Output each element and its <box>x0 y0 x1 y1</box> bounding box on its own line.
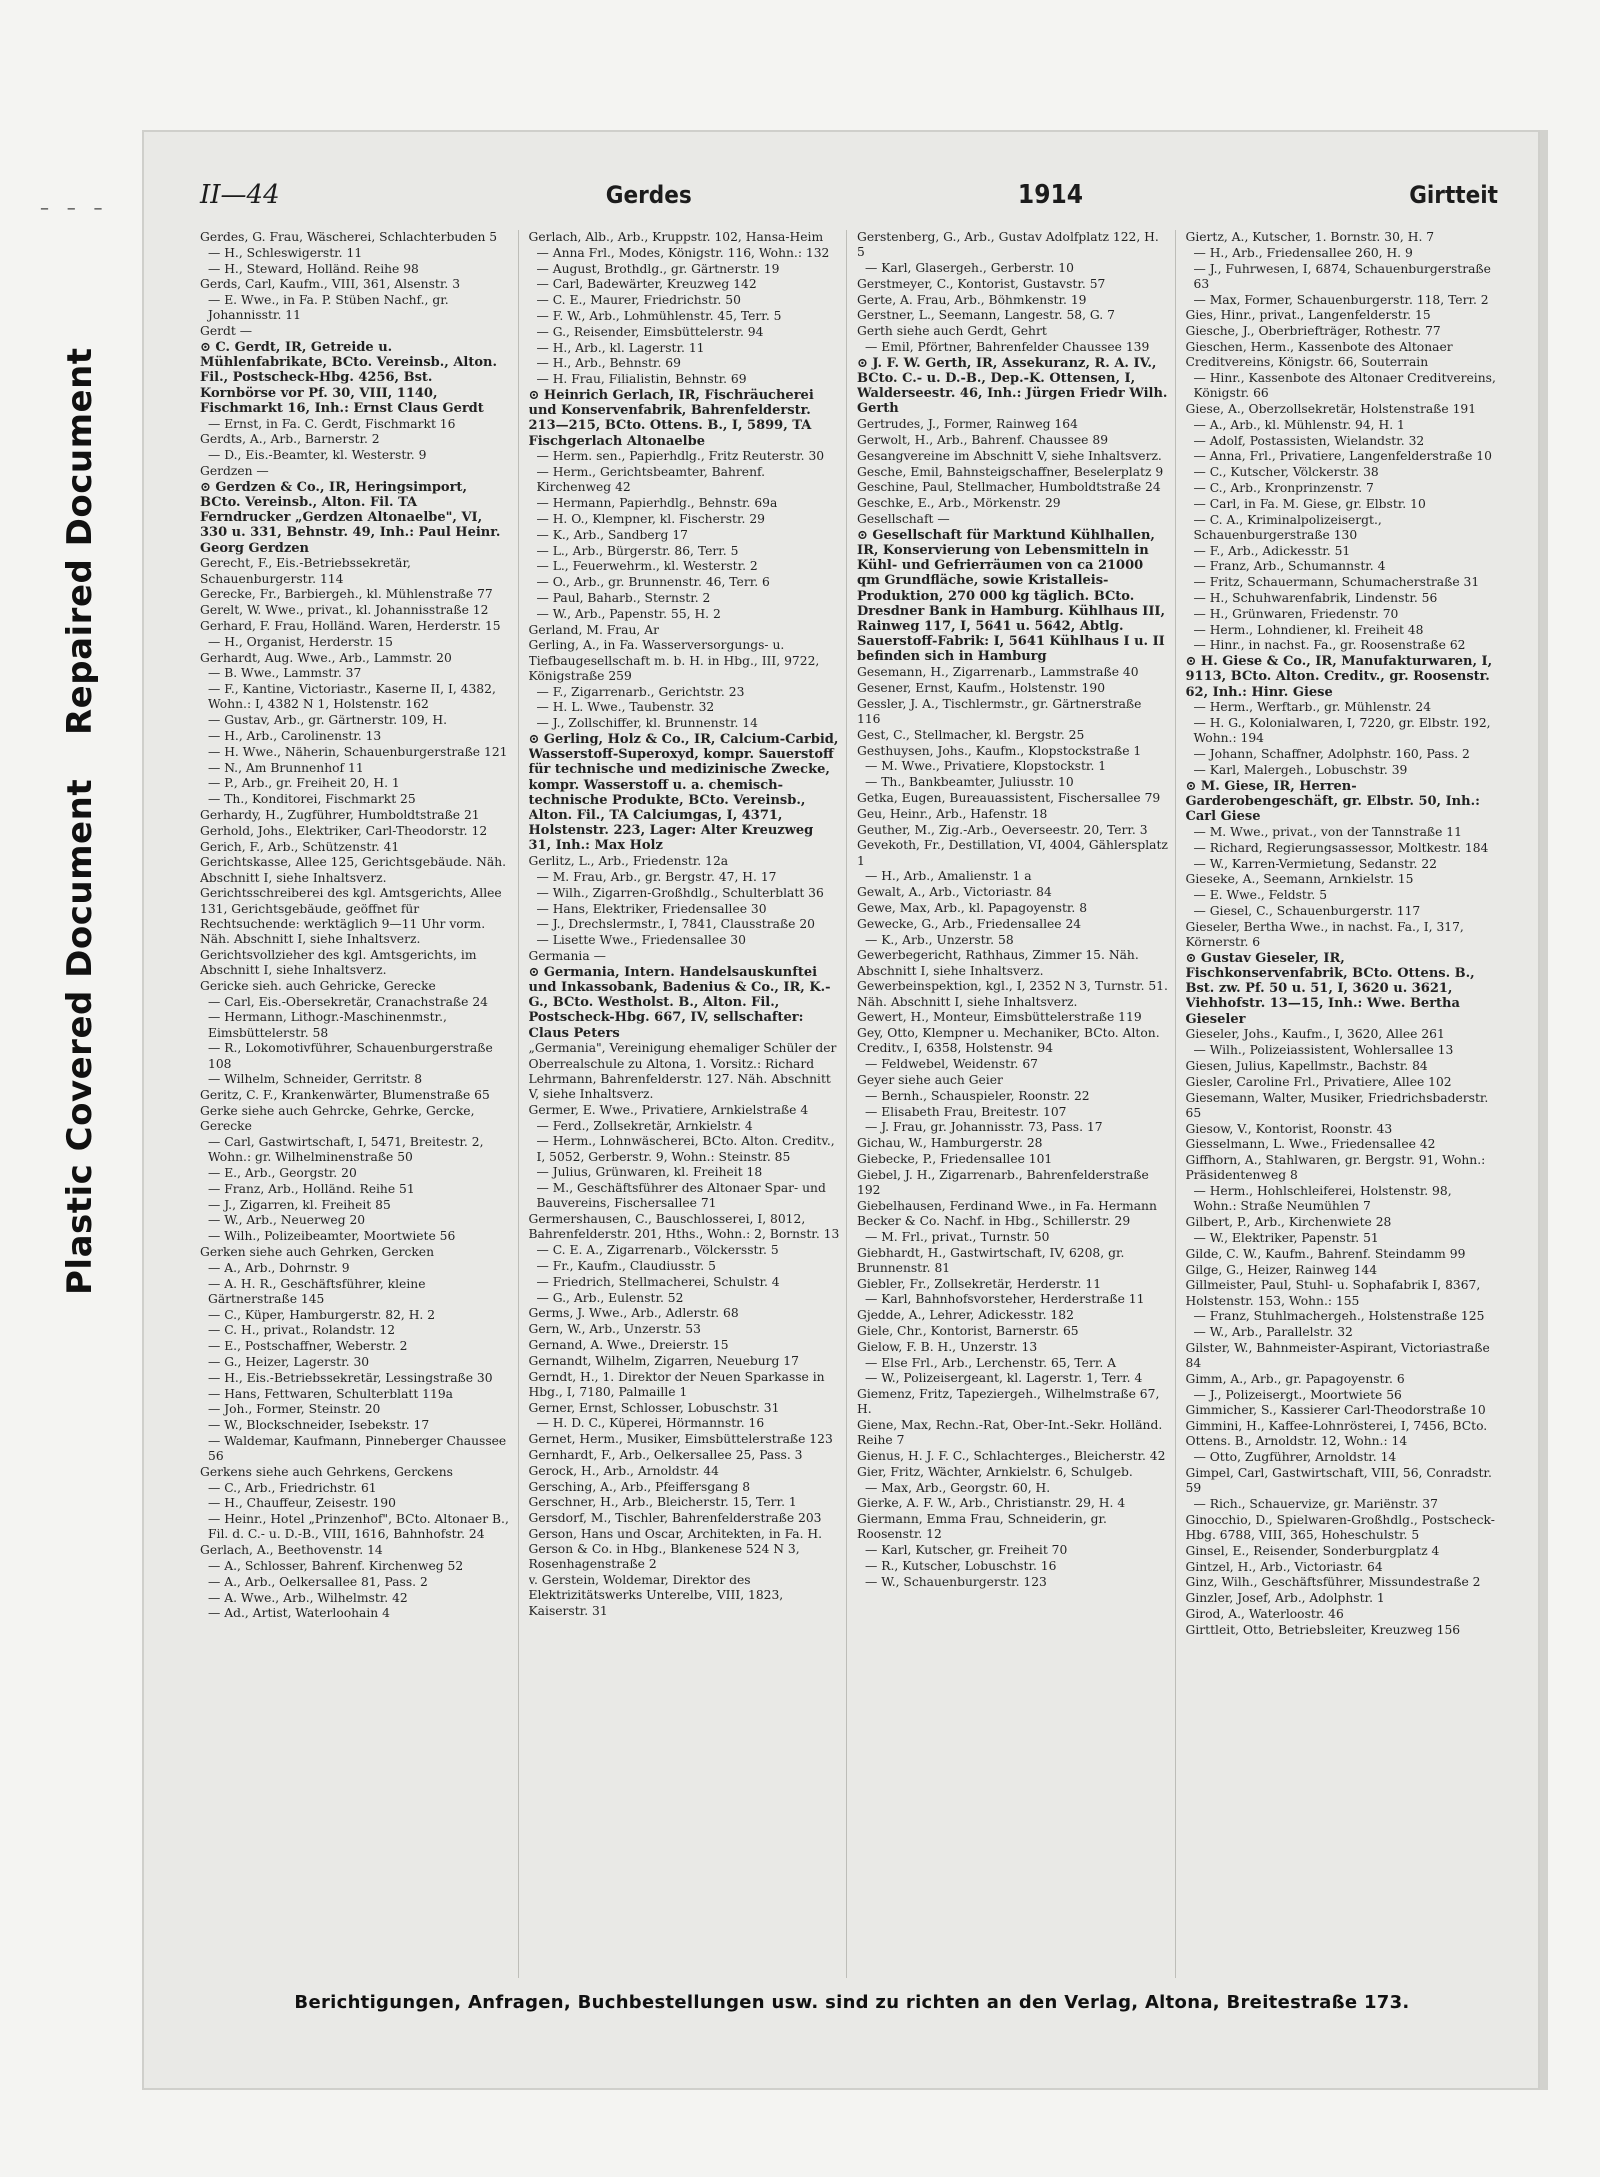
directory-entry: — B. Wwe., Lammstr. 37 <box>208 666 362 681</box>
directory-entry: v. Gerstein, Woldemar, Direktor des Elektrizitätswerks Unterelbe, VIII, 1823, Kaiserstr. 31 <box>528 1573 784 1618</box>
directory-entry: Gienus, H. J. F. C., Schlachterges., Bleicherstr. 42 <box>857 1449 1166 1464</box>
directory-entry: — Emil, Pförtner, Bahrenfelder Chaussee 139 <box>865 339 1150 354</box>
directory-entry: — H., Chauffeur, Zeisestr. 190 <box>208 1496 396 1511</box>
directory-entry: — M. Wwe., privat., von der Tannstraße 11 <box>1193 824 1462 839</box>
directory-entry: Gernet, Herm., Musiker, Eimsbüttelerstraße 123 <box>528 1432 833 1447</box>
directory-entry: — J., Zollschiffer, kl. Brunnenstr. 14 <box>536 716 758 731</box>
directory-entry: Gilster, W., Bahnmeister-Aspirant, Victoriastraße 84 <box>1185 1340 1490 1371</box>
directory-entry: Giese, A., Oberzollsekretär, Holstenstraße 191 <box>1185 401 1477 416</box>
page-edge <box>1540 130 1548 2090</box>
directory-entry: Germer, E. Wwe., Privatiere, Arnkielstraße 4 <box>528 1102 809 1117</box>
directory-entry: Gersching, A., Arb., Pfeiffersgang 8 <box>528 1479 751 1494</box>
directory-entry: ⊙ Germania, Intern. Handelsauskunftei und Inkassobank, Badenius & Co., IR, K.-G., BCto. Westholst. B., Alton. Fil., Postscheck-Hbg. 667, IV, sellschafter: Claus Peters <box>528 964 831 1041</box>
directory-entry: Gerelt, W. Wwe., privat., kl. Johannisstraße 12 <box>200 603 489 618</box>
directory-entry: — Else Frl., Arb., Lerchenstr. 65, Terr. A <box>865 1355 1117 1370</box>
directory-entry: — G., Heizer, Lagerstr. 30 <box>208 1354 370 1369</box>
directory-entry: Gerlach, Alb., Arb., Kruppstr. 102, Hansa-Heim <box>528 230 824 244</box>
directory-entry: — Herm., Werftarb., gr. Mühlenstr. 24 <box>1193 700 1432 715</box>
directory-entry: — W., Blockschneider, Isebekstr. 17 <box>208 1418 430 1433</box>
directory-entry: Gest, C., Stellmacher, kl. Bergstr. 25 <box>857 727 1085 742</box>
directory-entry: — Carl, Eis.-Obersekretär, Cranachstraße 24 <box>208 994 488 1009</box>
directory-entry: Gerke siehe auch Gehrcke, Gehrke, Gercke, Gerecke <box>200 1103 475 1134</box>
directory-entry: Gey, Otto, Klempner u. Mechaniker, BCto. Alton. Creditv., I, 6358, Holstenstr. 94 <box>857 1026 1160 1056</box>
directory-entry: — A. H. R., Geschäftsführer, kleine Gärtnerstraße 145 <box>208 1276 426 1306</box>
directory-entry: — C. E., Maurer, Friedrichstr. 50 <box>536 293 741 308</box>
directory-entry: Gintzel, H., Arb., Victoriastr. 64 <box>1185 1559 1383 1574</box>
directory-entry: Gesener, Ernst, Kaufm., Holstenstr. 190 <box>857 680 1106 695</box>
directory-entry: — H. D. C., Küperei, Hörmannstr. 16 <box>536 1416 765 1431</box>
directory-entry: Gerndt, H., 1. Direktor der Neuen Sparkasse in Hbg., I, 7180, Palmaille 1 <box>528 1369 825 1399</box>
repaired-document-label: Repaired Document <box>60 347 100 735</box>
directory-entry: — Wilh., Zigarren-Großhdlg., Schulterblatt 36 <box>536 885 824 900</box>
directory-entry: Gernand, A. Wwe., Dreierstr. 15 <box>528 1337 729 1352</box>
directory-entry: — Ad., Artist, Waterloohain 4 <box>208 1606 390 1621</box>
directory-entry: — Wilh., Polizeibeamter, Moortwiete 56 <box>208 1229 456 1244</box>
directory-entry: Gierke, A. F. W., Arb., Christianstr. 29, H. 4 <box>857 1496 1126 1511</box>
directory-entry: Gerichtsschreiberei des kgl. Amtsgerichts, Allee 131, Gerichtsgebäude, geöffnet für Rechtsuchende: werktäglich 9—11 Uhr vorm. Näh. Abschnitt I, siehe Inhaltsverz. <box>200 886 502 946</box>
directory-entry: Giesselmann, L. Wwe., Friedensallee 42 <box>1185 1137 1436 1152</box>
directory-entry: Gerth siehe auch Gerdt, Gehrt <box>857 324 1047 339</box>
directory-entry: — Max, Former, Schauenburgerstr. 118, Terr. 2 <box>1193 292 1489 307</box>
directory-entry: — Herm., Lohndiener, kl. Freiheit 48 <box>1193 622 1424 637</box>
directory-entry: Gewalt, A., Arb., Victoriastr. 84 <box>857 885 1052 900</box>
directory-entry: Geritz, C. F., Krankenwärter, Blumenstraße 65 <box>200 1088 490 1103</box>
directory-entry: Gerdzen — <box>200 463 269 478</box>
edge-dash-marks: – – – <box>40 198 109 219</box>
directory-entry: — J., Polizeisergt., Moortwiete 56 <box>1193 1387 1402 1402</box>
directory-entry: Gerdts, A., Arb., Barnerstr. 2 <box>200 432 380 447</box>
directory-entry: — Karl, Kutscher, gr. Freiheit 70 <box>865 1543 1068 1558</box>
directory-entry: Gerland, M. Frau, Ar <box>528 622 659 637</box>
directory-entry: Gerken siehe auch Gehrken, Gercken <box>200 1244 435 1259</box>
directory-entry: Gilge, G., Heizer, Rainweg 144 <box>1185 1262 1378 1277</box>
directory-entry: Ginzler, Josef, Arb., Adolphstr. 1 <box>1185 1591 1385 1606</box>
directory-entry: — J. Frau, gr. Johannisstr. 73, Pass. 17 <box>865 1120 1103 1135</box>
directory-entry: — Fritz, Schauermann, Schumacherstraße 31 <box>1193 575 1480 590</box>
directory-entry: — A., Arb., Dohrnstr. 9 <box>208 1260 350 1275</box>
directory-entry: Gernandt, Wilhelm, Zigarren, Neueburg 17 <box>528 1353 799 1368</box>
directory-entry: — G., Reisender, Eimsbüttelerstr. 94 <box>536 324 764 339</box>
directory-entry: Gerich, F., Arb., Schützenstr. 41 <box>200 839 400 854</box>
directory-entry: Gerstmeyer, C., Kontorist, Gustavstr. 57 <box>857 276 1106 291</box>
directory-entry: ⊙ M. Giese, IR, Herren-Garderobengeschäft, gr. Elbstr. 50, Inh.: Carl Giese <box>1185 778 1480 825</box>
directory-entry: — A., Arb., Oelkersallee 81, Pass. 2 <box>208 1574 428 1589</box>
directory-entry: Germania — <box>528 948 606 963</box>
directory-entry: — A. Wwe., Arb., Wilhelmstr. 42 <box>208 1590 408 1605</box>
directory-entry: ⊙ Gesellschaft für Marktund Kühlhallen, IR, Konservierung von Lebensmitteln in Kühl- und Gefrierräumen von ca 21000 qm Grundfläche, sowie Kristalleis-Produktion, 270 000 kg täglich. BCto. Dresdner Bank in Hamburg. Kühlhaus III, Rainweg 117, I, 5641 u. 5642, Abtlg. Sauerstoff-Fabrik: I, 5641 Kühlhaus I u. II befinden sich in Hamburg <box>857 527 1166 665</box>
year: 1914 <box>1017 180 1084 210</box>
directory-entry: — C. A., Kriminalpolizeisergt., Schauenburgerstraße 130 <box>1193 512 1382 542</box>
directory-entry: Gerwolt, H., Arb., Bahrenf. Chaussee 89 <box>857 432 1109 447</box>
guide-word-left: Gerdes <box>605 181 692 209</box>
directory-entry: Geschine, Paul, Stellmacher, Humboldtstraße 24 <box>857 480 1161 495</box>
directory-entry: — C., Arb., Friedrichstr. 61 <box>208 1480 377 1495</box>
directory-entry: Gerds, Carl, Kaufm., VIII, 361, Alsenstr. 3 <box>200 277 461 292</box>
directory-entry: Germershausen, C., Bauschlosserei, I, 8012, Bahrenfelderstr. 201, Hths., Wohn.: 2, Bornstr. 13 <box>528 1212 840 1242</box>
directory-entry: Giertz, A., Kutscher, 1. Bornstr. 30, H. 7 <box>1185 230 1435 244</box>
directory-columns <box>200 230 1504 1978</box>
directory-entry: Gjedde, A., Lehrer, Adickesstr. 182 <box>857 1308 1074 1323</box>
directory-entry: — Paul, Baharb., Sternstr. 2 <box>536 590 711 605</box>
directory-entry: Geyer siehe auch Geier <box>857 1072 1003 1087</box>
directory-entry: Gerstner, L., Seemann, Langestr. 58, G. 7 <box>857 308 1115 323</box>
directory-entry: — W., Polizeisergeant, kl. Lagerstr. 1, Terr. 4 <box>865 1371 1143 1386</box>
directory-entry: Gerlach, A., Beethovenstr. 14 <box>200 1543 383 1558</box>
directory-entry: — W., Schauenburgerstr. 123 <box>865 1574 1047 1589</box>
directory-entry: — Julius, Grünwaren, kl. Freiheit 18 <box>536 1165 763 1180</box>
column-1 <box>200 230 519 1978</box>
directory-entry: — Richard, Regierungsassessor, Moltkestr. 184 <box>1193 840 1489 855</box>
directory-entry: Gerstenberg, G., Arb., Gustav Adolfplatz 122, H. 5 <box>857 230 1159 260</box>
directory-entry: — Feldwebel, Weidenstr. 67 <box>865 1057 1039 1072</box>
directory-entry: — E. Wwe., in Fa. P. Stüben Nachf., gr. Johannisstr. 11 <box>208 293 449 323</box>
directory-entry: — C., Küper, Hamburgerstr. 82, H. 2 <box>208 1307 436 1322</box>
directory-entry: — Herm., Gerichtsbeamter, Bahrenf. Kirchenweg 42 <box>536 465 766 495</box>
directory-entry: — Wilh., Polizeiassistent, Wohlersallee 13 <box>1193 1043 1454 1058</box>
directory-entry: — Karl, Bahnhofsvorsteher, Herderstraße 11 <box>865 1292 1145 1307</box>
directory-entry: — M., Geschäftsführer des Altonaer Spar- und Bauvereins, Fischersallee 71 <box>536 1181 826 1211</box>
directory-entry: Gerschner, H., Arb., Bleicherstr. 15, Terr. 1 <box>528 1495 797 1510</box>
directory-entry: Gesellschaft — <box>857 511 950 526</box>
directory-entry: — N., Am Brunnenhof 11 <box>208 760 364 775</box>
directory-entry: Giesler, Caroline Frl., Privatiere, Allee 102 <box>1185 1074 1452 1089</box>
directory-entry: Giene, Max, Rechn.-Rat, Ober-Int.-Sekr. Holländ. Reihe 7 <box>857 1418 1163 1448</box>
directory-entry: — H. L. Wwe., Taubenstr. 32 <box>536 700 715 715</box>
directory-entry: — Herm., Lohnwäscherei, BCto. Alton. Creditv., I, 5052, Gerberstr. 9, Wohn.: Steinstr. 85 <box>536 1134 835 1164</box>
directory-entry: — H., Organist, Herderstr. 15 <box>208 634 393 649</box>
column-4 <box>1186 230 1505 1978</box>
directory-entry: — Giesel, C., Schauenburgerstr. 117 <box>1193 903 1421 918</box>
directory-entry: — Fr., Kaufm., Claudiusstr. 5 <box>536 1258 716 1273</box>
directory-entry: — C. E. A., Zigarrenarb., Völckersstr. 5 <box>536 1243 779 1258</box>
directory-entry: Gimmini, H., Kaffee-Lohnrösterei, I, 7456, BCto. Ottens. B., Arnoldstr. 12, Wohn.: 14 <box>1185 1419 1488 1449</box>
directory-entry: Ginsel, E., Reisender, Sonderburgplatz 4 <box>1185 1543 1440 1558</box>
directory-entry: — Rich., Schauervize, gr. Mariënstr. 37 <box>1193 1497 1438 1512</box>
directory-entry: Gerdt — <box>200 324 252 339</box>
directory-entry: Gichau, W., Hamburgerstr. 28 <box>857 1136 1043 1151</box>
directory-entry: Giebel, J. H., Zigarrenarb., Bahrenfelderstraße 192 <box>857 1167 1149 1197</box>
directory-entry: Giffhorn, A., Stahlwaren, gr. Bergstr. 91, Wohn.: Präsidentenweg 8 <box>1185 1153 1486 1183</box>
directory-entry: Giebler, Fr., Zollsekretär, Herderstr. 11 <box>857 1276 1102 1291</box>
directory-entry: — August, Brothdlg., gr. Gärtnerstr. 19 <box>536 261 780 276</box>
directory-entry: — Ernst, in Fa. C. Gerdt, Fischmarkt 16 <box>208 416 456 431</box>
directory-entry: — J., Zigarren, kl. Freiheit 85 <box>208 1197 391 1212</box>
directory-entry: Ginocchio, D., Spielwaren-Großhdlg., Postscheck-Hbg. 6788, VIII, 365, Hoheschulstr. 5 <box>1185 1512 1495 1543</box>
directory-entry: Gertrudes, J., Former, Rainweg 164 <box>857 417 1078 432</box>
directory-entry: — Hans, Elektriker, Friedensallee 30 <box>536 901 767 916</box>
directory-entry: Gesangvereine im Abschnitt V, siehe Inhaltsverz. <box>857 448 1162 463</box>
directory-entry: „Germania", Vereinigung ehemaliger Schüler der Oberrealschule zu Altona, 1. Vorsitz.: Richard Lehrmann, Bahrenfelderstr. 127. Näh. Abschnitt V, siehe Inhaltsverz. <box>528 1041 837 1101</box>
directory-entry: — P., Arb., gr. Freiheit 20, H. 1 <box>208 776 400 791</box>
directory-entry: — Otto, Zugführer, Arnoldstr. 14 <box>1193 1450 1397 1465</box>
directory-entry: Gerte, A. Frau, Arb., Böhmkenstr. 19 <box>857 292 1087 307</box>
directory-entry: Gillmeister, Paul, Stuhl- u. Sophafabrik I, 8367, Holstenstr. 153, Wohn.: 155 <box>1185 1278 1481 1308</box>
directory-entry: — H. G., Kolonialwaren, I, 7220, gr. Elbstr. 192, Wohn.: 194 <box>1193 716 1491 746</box>
directory-entry: Giebhardt, H., Gastwirtschaft, IV, 6208, gr. Brunnenstr. 81 <box>857 1245 1125 1275</box>
directory-entry: — F., Kantine, Victoriastr., Kaserne II, I, 4382, Wohn.: I, 4382 N 1, Holstenstr. 162 <box>208 682 496 712</box>
directory-entry: — H. O., Klempner, kl. Fischerstr. 29 <box>536 511 765 526</box>
directory-entry: Giesche, J., Oberbriefträger, Rothestr. 77 <box>1185 324 1441 339</box>
directory-entry: Gerhold, Johs., Elektriker, Carl-Theodorstr. 12 <box>200 823 488 838</box>
directory-entry: Giermann, Emma Frau, Schneiderin, gr. Roosenstr. 12 <box>857 1512 1107 1542</box>
directory-entry: Gerichtsvollzieher des kgl. Amtsgerichts, im Abschnitt I, siehe Inhaltsverz. <box>200 947 477 977</box>
directory-entry: Ginz, Wilh., Geschäftsführer, Missundestraße 2 <box>1185 1575 1481 1590</box>
directory-entry: Gerock, H., Arb., Arnoldstr. 44 <box>528 1463 719 1478</box>
directory-entry: Giemenz, Fritz, Tapeziergeh., Wilhelmstraße 67, H. <box>857 1387 1160 1417</box>
directory-entry: ⊙ Gustav Gieseler, IR, Fischkonservenfabrik, BCto. Ottens. B., Bst. zw. Pf. 50 u. 51, I, 3620 u. 3621, Viehhofstr. 13—15, Inh.: Wwe. Bertha Gieseler <box>1185 950 1475 1027</box>
directory-entry: — E., Arb., Georgstr. 20 <box>208 1165 357 1180</box>
directory-entry: Gieseke, A., Seemann, Arnkielstr. 15 <box>1185 872 1414 887</box>
directory-entry: — Elisabeth Frau, Breitestr. 107 <box>865 1104 1067 1119</box>
directory-entry: Gies, Hinr., privat., Langenfelderstr. 15 <box>1185 308 1431 323</box>
column-3 <box>857 230 1176 1978</box>
directory-entry: ⊙ Gerling, Holz & Co., IR, Calcium-Carbid, Wasserstoff-Superoxyd, kompr. Sauerstoff für technische und medizinische Zwecke, kompr. Wasserstoff u. a. chemisch-technische Produkte, BCto. Vereinsb., Alton. Fil., TA Calciumgas, I, 4371, Holstenstr. 223, Lager: Alter Kreuzweg 31, Inh.: Max Holz <box>528 731 839 854</box>
directory-entry: — R., Lokomotivführer, Schauenburgerstraße 108 <box>208 1041 493 1071</box>
directory-entry: Gersdorf, M., Tischler, Bahrenfelderstraße 203 <box>528 1511 822 1526</box>
directory-entry: — C., Kutscher, Völckerstr. 38 <box>1193 465 1379 480</box>
directory-entry: — Lisette Wwe., Friedensallee 30 <box>536 933 746 948</box>
directory-entry: — E., Postschaffner, Weberstr. 2 <box>208 1339 408 1354</box>
directory-entry: ⊙ H. Giese & Co., IR, Manufakturwaren, I, 9113, BCto. Alton. Creditv., gr. Roosenstr. 62, Inh.: Hinr. Giese <box>1185 654 1493 700</box>
directory-entry: Giele, Chr., Kontorist, Barnerstr. 65 <box>857 1323 1079 1338</box>
directory-entry: — Carl, Gastwirtschaft, I, 5471, Breitestr. 2, Wohn.: gr. Wilhelminenstraße 50 <box>208 1134 484 1165</box>
directory-entry: — C., Arb., Kronprinzenstr. 7 <box>1193 480 1374 495</box>
directory-entry: — Hermann, Lithogr.-Maschinenmstr., Eimsbüttelerstr. 58 <box>208 1010 447 1040</box>
directory-entry: — F., Arb., Adickesstr. 51 <box>1193 543 1351 558</box>
directory-entry: Getka, Eugen, Bureauassistent, Fischersallee 79 <box>857 790 1161 805</box>
directory-entry: Geuther, M., Zig.-Arb., Oeverseestr. 20, Terr. 3 <box>857 822 1148 837</box>
directory-entry: Gerson, Hans und Oscar, Architekten, in Fa. H. Gerson & Co. in Hbg., Blankenese 524 N 3, Rosenhagenstraße 2 <box>528 1526 823 1572</box>
directory-entry: — C. H., privat., Rolandstr. 12 <box>208 1323 396 1338</box>
directory-entry: Gerner, Ernst, Schlosser, Lobuschstr. 31 <box>528 1400 780 1415</box>
directory-entry: — H., Arb., kl. Lagerstr. 11 <box>536 340 705 355</box>
directory-entry: Gessler, J. A., Tischlermstr., gr. Gärtnerstraße 116 <box>857 696 1142 726</box>
directory-entry: Gericke sieh. auch Gehricke, Gerecke <box>200 978 436 993</box>
directory-entry: Gewe, Max, Arb., kl. Papagoyenstr. 8 <box>857 900 1088 915</box>
directory-entry: — Herm. sen., Papierhdlg., Fritz Reuterstr. 30 <box>536 449 825 464</box>
directory-entry: — Karl, Glasergeh., Gerberstr. 10 <box>865 261 1074 275</box>
directory-entry: Gerlitz, L., Arb., Friedenstr. 12a <box>528 854 729 869</box>
plastic-covered-label: Plastic Covered Document <box>60 778 100 1295</box>
directory-entry: — Franz, Stuhlmachergeh., Holstenstraße 125 <box>1193 1309 1485 1324</box>
directory-entry: — H., Eis.-Betriebssekretär, Lessingstraße 30 <box>208 1370 493 1385</box>
directory-entry: — M. Wwe., Privatiere, Klopstockstr. 1 <box>865 759 1107 774</box>
directory-entry: Gilde, C. W., Kaufm., Bahrenf. Steindamm 99 <box>1185 1246 1466 1261</box>
directory-entry: — H. Wwe., Näherin, Schauenburgerstraße 121 <box>208 744 508 759</box>
directory-entry: Giebecke, P., Friedensallee 101 <box>857 1151 1053 1166</box>
directory-entry: Gieschen, Herm., Kassenbote des Altonaer Creditvereins, Königstr. 66, Souterrain <box>1185 339 1453 370</box>
directory-entry: — K., Arb., Sandberg 17 <box>536 527 688 542</box>
directory-entry: Gernhardt, F., Arb., Oelkersallee 25, Pass. 3 <box>528 1447 803 1462</box>
directory-entry: Gevekoth, Fr., Destillation, VI, 4004, Gählersplatz 1 <box>857 838 1168 868</box>
directory-entry: Gerdes, G. Frau, Wäscherei, Schlachterbuden 5 <box>200 230 498 244</box>
directory-entry: — O., Arb., gr. Brunnenstr. 46, Terr. 6 <box>536 575 770 590</box>
directory-entry: Gerichtskasse, Allee 125, Gerichtsgebäude. Näh. Abschnitt I, siehe Inhaltsverz. <box>200 855 507 885</box>
directory-entry: Giebelhausen, Ferdinand Wwe., in Fa. Hermann Becker & Co. Nachf. in Hbg., Schillerstr. 29 <box>857 1198 1157 1228</box>
running-head <box>200 180 1498 216</box>
directory-entry: Girod, A., Waterloostr. 46 <box>1185 1607 1344 1622</box>
directory-entry: — Anna Frl., Modes, Königstr. 116, Wohn.: 132 <box>536 245 830 260</box>
directory-entry: Geschke, E., Arb., Mörkenstr. 29 <box>857 496 1061 511</box>
directory-entry: — Carl, Badewärter, Kreuzweg 142 <box>536 277 757 292</box>
directory-entry: — H. Frau, Filialistin, Behnstr. 69 <box>536 372 747 387</box>
directory-entry: — Franz, Arb., Schumannstr. 4 <box>1193 559 1386 574</box>
directory-entry: Gilbert, P., Arb., Kirchenwiete 28 <box>1185 1215 1392 1230</box>
directory-entry: — Friedrich, Stellmacherei, Schulstr. 4 <box>536 1274 780 1289</box>
directory-entry: — L., Feuerwehrm., kl. Westerstr. 2 <box>536 559 758 574</box>
directory-entry: — Joh., Former, Steinstr. 20 <box>208 1402 381 1417</box>
directory-entry: Girttleit, Otto, Betriebsleiter, Kreuzweg 156 <box>1185 1622 1461 1637</box>
directory-entry: — Franz, Arb., Holländ. Reihe 51 <box>208 1181 415 1196</box>
directory-entry: — Waldemar, Kaufmann, Pinneberger Chaussee 56 <box>208 1433 507 1464</box>
directory-entry: — G., Arb., Eulenstr. 52 <box>536 1290 684 1305</box>
directory-entry: — M. Frl., privat., Turnstr. 50 <box>865 1229 1050 1244</box>
directory-entry: — W., Arb., Papenstr. 55, H. 2 <box>536 606 721 621</box>
directory-entry: — F. W., Arb., Lohmühlenstr. 45, Terr. 5 <box>536 308 782 323</box>
directory-entry: ⊙ Heinrich Gerlach, IR, Fischräucherei und Konservenfabrik, Bahrenfelderstr. 213—215, BCto. Ottens. B., I, 5899, TA Fischgerlach Altonaelbe <box>528 387 814 449</box>
directory-entry: — D., Eis.-Beamter, kl. Westerstr. 9 <box>208 448 427 463</box>
directory-entry: — Johann, Schaffner, Adolphstr. 160, Pass. 2 <box>1193 747 1470 762</box>
directory-entry: — K., Arb., Unzerstr. 58 <box>865 932 1014 947</box>
directory-entry: — Wilhelm, Schneider, Gerritstr. 8 <box>208 1072 423 1087</box>
directory-entry: ⊙ J. F. W. Gerth, IR, Assekuranz, R. A. IV., BCto. C.- u. D.-B., Dep.-K. Ottensen, I, Walderseestr. 46, Inh.: Jürgen Friedr Wilh. Gerth <box>857 355 1168 417</box>
directory-entry: — Hinr., in nachst. Fa., gr. Roosenstraße 62 <box>1193 638 1466 653</box>
directory-entry: — Hans, Fettwaren, Schulterblatt 119a <box>208 1386 453 1401</box>
directory-entry: — H., Arb., Carolinenstr. 13 <box>208 728 382 743</box>
directory-entry: Gern, W., Arb., Unzerstr. 53 <box>528 1322 701 1337</box>
directory-entry: — Karl, Malergeh., Lobuschstr. 39 <box>1193 762 1408 777</box>
directory-entry: Gerecke, Fr., Barbiergeh., kl. Mühlenstraße 77 <box>200 587 493 602</box>
directory-entry: — J., Drechslermstr., I, 7841, Clausstraße 20 <box>536 917 815 932</box>
directory-entry: — Th., Bankbeamter, Juliusstr. 10 <box>865 775 1074 790</box>
directory-entry: — Anna, Frl., Privatiere, Langenfelderstraße 10 <box>1193 449 1492 464</box>
directory-entry: — Bernh., Schauspieler, Roonstr. 22 <box>865 1088 1090 1103</box>
column-2 <box>529 230 848 1978</box>
directory-entry: Giesen, Julius, Kapellmstr., Bachstr. 84 <box>1185 1058 1428 1073</box>
directory-entry: Gerhard, F. Frau, Holländ. Waren, Herderstr. 15 <box>200 618 501 633</box>
directory-page <box>142 130 1540 2090</box>
directory-entry: Gimm, A., Arb., gr. Papagoyenstr. 6 <box>1185 1371 1405 1386</box>
directory-entry: — A., Arb., kl. Mühlenstr. 94, H. 1 <box>1193 417 1405 432</box>
directory-entry: Giesow, V., Kontorist, Roonstr. 43 <box>1185 1121 1393 1136</box>
directory-entry: Gesche, Emil, Bahnsteigschaffner, Beselerplatz 9 <box>857 464 1164 479</box>
directory-entry: — R., Kutscher, Lobuschstr. 16 <box>865 1559 1057 1574</box>
directory-entry: Germs, J. Wwe., Arb., Adlerstr. 68 <box>528 1306 739 1321</box>
directory-entry: — W., Arb., Parallelstr. 32 <box>1193 1325 1353 1340</box>
directory-entry: — H., Arb., Behnstr. 69 <box>536 356 681 371</box>
directory-entry: Gieseler, Johs., Kaufm., I, 3620, Allee 261 <box>1185 1027 1445 1042</box>
directory-entry: Gieseler, Bertha Wwe., in nachst. Fa., I, 317, Körnerstr. 6 <box>1185 919 1464 949</box>
directory-entry: Gimmicher, S., Kassierer Carl-Theodorstraße 10 <box>1185 1403 1486 1418</box>
directory-entry: — Heinr., Hotel „Prinzenhof", BCto. Altonaer B., Fil. d. C.- u. D.-B., VIII, 1616, Bahnhofstr. 24 <box>208 1512 509 1542</box>
directory-entry: ⊙ Gerdzen & Co., IR, Heringsimport, BCto. Vereinsb., Alton. Fil. TA Ferndrucker „Gerdzen Altonaelbe", VI, 330 u. 331, Behnstr. 49, Inh.: Paul Heinr. Georg Gerdzen <box>200 479 501 556</box>
directory-entry: Gesemann, H., Zigarrenarb., Lammstraße 40 <box>857 665 1139 680</box>
directory-entry: — W., Elektriker, Papenstr. 51 <box>1193 1230 1379 1245</box>
directory-entry: — Th., Konditorei, Fischmarkt 25 <box>208 792 416 807</box>
directory-entry: — H., Steward, Holländ. Reihe 98 <box>208 261 419 276</box>
directory-entry: — H., Arb., Amalienstr. 1 a <box>865 869 1032 884</box>
directory-entry: — H., Arb., Friedensallee 260, H. 9 <box>1193 245 1413 260</box>
directory-entry: — A., Schlosser, Bahrenf. Kirchenweg 52 <box>208 1559 464 1574</box>
side-labels <box>60 215 150 1315</box>
directory-entry: Gerecht, F., Eis.-Betriebssekretär, Schauenburgerstr. 114 <box>200 556 411 586</box>
directory-entry: — Herm., Hohlschleiferei, Holstenstr. 98, Wohn.: Straße Neumühlen 7 <box>1193 1184 1452 1214</box>
directory-entry: — Ferd., Zollsekretär, Arnkielstr. 4 <box>536 1118 753 1133</box>
directory-entry: — Gustav, Arb., gr. Gärtnerstr. 109, H. <box>208 713 447 728</box>
directory-entry: Gerling, A., in Fa. Wasserversorgungs- u. Tiefbaugesellschaft m. b. H. in Hbg., III, 9722, Königstraße 259 <box>528 638 820 683</box>
directory-entry: — W., Karren-Vermietung, Sedanstr. 22 <box>1193 856 1437 871</box>
directory-entry: — W., Arb., Neuerweg 20 <box>208 1213 366 1228</box>
directory-entry: Giesemann, Walter, Musiker, Friedrichsbaderstr. 65 <box>1185 1090 1489 1120</box>
page-number: II—44 <box>200 180 280 210</box>
directory-entry: — F., Zigarrenarb., Gerichtstr. 23 <box>536 684 745 699</box>
directory-entry: Gesthuysen, Johs., Kaufm., Klopstockstraße 1 <box>857 743 1142 758</box>
directory-entry: — M. Frau, Arb., gr. Bergstr. 47, H. 17 <box>536 869 777 884</box>
directory-entry: Gerhardt, Aug. Wwe., Arb., Lammstr. 20 <box>200 650 452 665</box>
publisher-footer: Berichtigungen, Anfragen, Buchbestellungen usw. sind zu richten an den Verlag, Altona, Breitestraße 173. <box>294 1992 1410 2013</box>
directory-entry: Gier, Fritz, Wächter, Arnkielstr. 6, Schulgeb. <box>857 1464 1133 1479</box>
guide-word-right: Girtteit <box>1409 181 1498 209</box>
directory-entry: Gewerbeinspektion, kgl., I, 2352 N 3, Turnstr. 51. Näh. Abschnitt I, siehe Inhaltsverz. <box>857 979 1168 1009</box>
directory-entry: ⊙ C. Gerdt, IR, Getreide u. Mühlenfabrikate, BCto. Vereinsb., Alton. Fil., Postscheck-Hbg. 4256, Bst. Kornbörse vor Pf. 30, VIII, 1140, Fischmarkt 16, Inh.: Ernst Claus Gerdt <box>200 339 498 416</box>
directory-entry: — J., Fuhrwesen, I, 6874, Schauenburgerstraße 63 <box>1193 261 1491 291</box>
directory-entry: — H., Schleswigerstr. 11 <box>208 245 363 260</box>
directory-entry: — E. Wwe., Feldstr. 5 <box>1193 888 1328 903</box>
directory-entry: — L., Arb., Bürgerstr. 86, Terr. 5 <box>536 543 739 558</box>
directory-entry: Gewecke, G., Arb., Friedensallee 24 <box>857 916 1082 931</box>
directory-entry: Gewert, H., Monteur, Eimsbüttelerstraße 119 <box>857 1010 1142 1025</box>
directory-entry: — Max, Arb., Georgstr. 60, H. <box>865 1480 1051 1495</box>
directory-entry: — H., Grünwaren, Friedenstr. 70 <box>1193 606 1399 621</box>
directory-entry: Gielow, F. B. H., Unzerstr. 13 <box>857 1339 1038 1354</box>
directory-entry: Geu, Heinr., Arb., Hafenstr. 18 <box>857 806 1048 821</box>
directory-entry: Gerkens siehe auch Gehrkens, Gerckens <box>200 1464 453 1479</box>
directory-entry: — Adolf, Postassisten, Wielandstr. 32 <box>1193 433 1425 448</box>
directory-entry: Gerhardy, H., Zugführer, Humboldtstraße 21 <box>200 807 480 822</box>
directory-entry: Gewerbegericht, Rathhaus, Zimmer 15. Näh. Abschnitt I, siehe Inhaltsverz. <box>857 948 1139 978</box>
directory-entry: Gimpel, Carl, Gastwirtschaft, VIII, 56, Conradstr. 59 <box>1185 1466 1492 1496</box>
directory-entry: — Carl, in Fa. M. Giese, gr. Elbstr. 10 <box>1193 496 1426 511</box>
directory-entry: — Hinr., Kassenbote des Altonaer Creditvereins, Königstr. 66 <box>1193 370 1496 401</box>
directory-entry: — Hermann, Papierhdlg., Behnstr. 69a <box>536 496 778 511</box>
directory-entry: — H., Schuhwarenfabrik, Lindenstr. 56 <box>1193 590 1438 605</box>
